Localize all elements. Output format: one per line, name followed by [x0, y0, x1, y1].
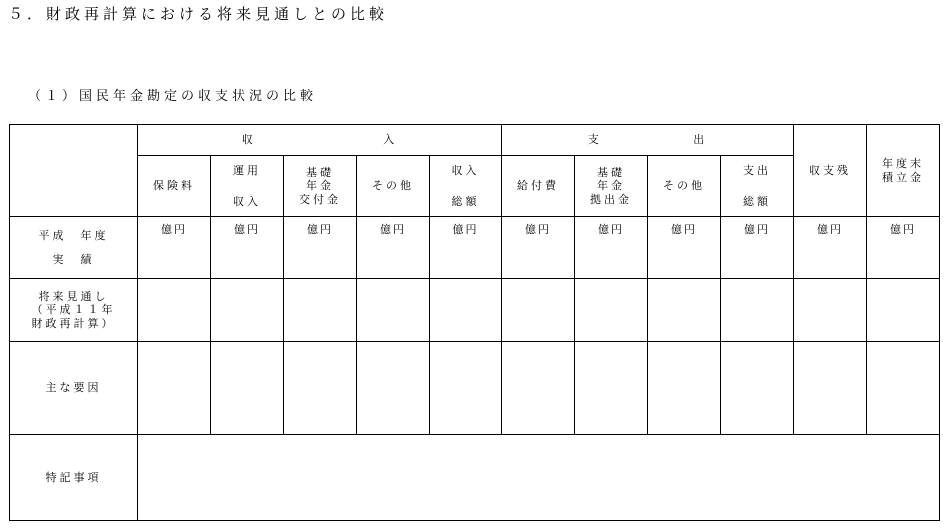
investment-income-header: 運用 収入 — [211, 156, 284, 217]
balance-header: 収支残 — [794, 125, 867, 217]
notes-row-label: 特記事項 — [10, 435, 138, 521]
unit-label: 億円 — [890, 223, 917, 236]
expense-total-header: 支出 総額 — [721, 156, 794, 217]
unit-label: 億円 — [525, 223, 552, 236]
table-row — [10, 217, 940, 279]
page-title: ５．財政再計算における将来見通しとの比較 — [8, 5, 389, 23]
actual-row-label: 平成 年度 実 績 — [10, 217, 138, 279]
unit-label: 億円 — [671, 223, 698, 236]
unit-label: 億円 — [380, 223, 406, 236]
reserve-header: 年度末 積立金 — [867, 125, 940, 217]
table-row — [10, 435, 940, 521]
table-row — [10, 342, 940, 435]
header-corner-cell — [10, 125, 138, 217]
unit-label: 億円 — [161, 223, 187, 236]
unit-label: 億円 — [307, 223, 333, 236]
notes-cell — [138, 435, 940, 521]
unit-label: 億円 — [598, 223, 625, 236]
unit-label: 億円 — [744, 223, 771, 236]
basic-pension-contribution-header: 基礎 年金 拠出金 — [575, 156, 648, 217]
factors-row-label: 主な要因 — [10, 342, 138, 435]
unit-label: 億円 — [234, 223, 260, 236]
section-subtitle: （１）国民年金勘定の収支状況の比較 — [28, 89, 318, 104]
basic-pension-grant-header: 基礎 年金 交付金 — [284, 156, 357, 217]
income-total-header: 収入 総額 — [430, 156, 502, 217]
unit-label: 億円 — [452, 223, 479, 236]
comparison-table — [9, 124, 940, 521]
projection-row-label: 将来見通し （平成１１年 財政再計算） — [10, 279, 138, 342]
premium-header: 保険料 — [138, 156, 211, 217]
income-other-header: その他 — [357, 156, 430, 217]
expense-group-header: 支 出 — [502, 125, 794, 156]
benefit-header: 給付費 — [502, 156, 575, 217]
unit-label: 億円 — [817, 223, 844, 236]
table-row — [10, 279, 940, 342]
expense-other-header: その他 — [648, 156, 721, 217]
income-group-header: 収 入 — [138, 125, 502, 156]
